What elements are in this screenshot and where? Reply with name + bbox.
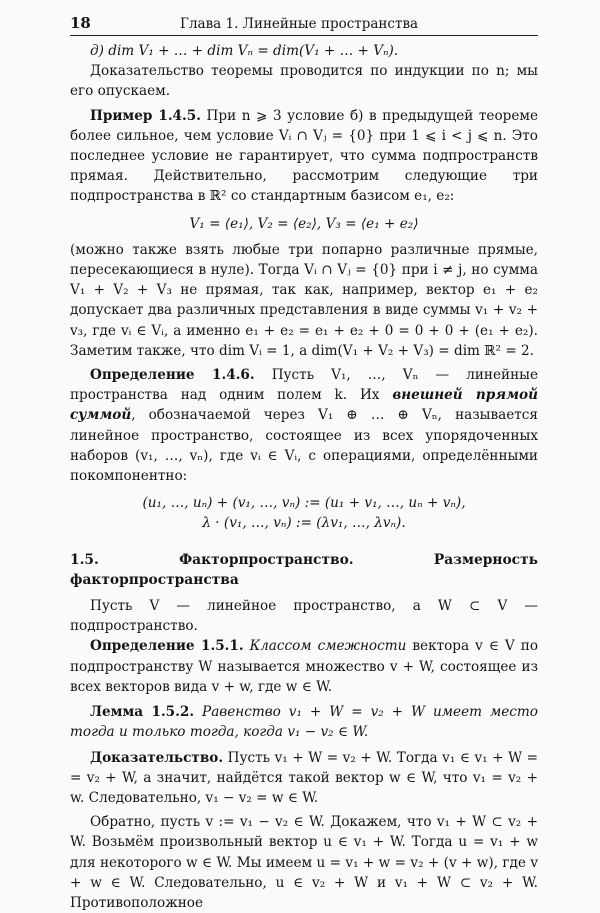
- definition-label: Определение 1.5.1.: [90, 638, 244, 655]
- section-heading: 1.5. Факторпространство. Размерность факторпространства: [70, 551, 538, 588]
- definition-text-a: Пусть V₁, …, Vₙ — линейные пространства над одним полем k. Их: [70, 367, 539, 404]
- display-operations-scalar: λ · (v₁, …, vₙ) := (λv₁, …, λvₙ).: [202, 515, 406, 532]
- chapter-title: Глава 1. Линейные пространства: [180, 16, 419, 32]
- running-header: [70, 14, 538, 36]
- display-subspaces: V₁ = ⟨e₁⟩, V₂ = ⟨e₂⟩, V₃ = ⟨e₁ + e₂⟩: [189, 215, 419, 232]
- proof: [70, 748, 538, 809]
- definition-label: Определение 1.4.6.: [90, 367, 255, 384]
- example-text: При n ⩾ 3 условие б) в предыдущей теореме более сильное, чем условие Vᵢ ∩ Vⱼ = {0} при 1 ⩽ i < j ⩽ n. Это последнее условие не гарантирует, что сумма подпространств прямая. Действительно, рассмотрим следующие три подпространства в ℝ² со стандартным базисом e₁, e₂:: [70, 107, 538, 205]
- example-label: Пример 1.4.5.: [90, 107, 201, 124]
- example-continuation: (можно также взять любые три попарно различные прямые, пересекающиеся в нуле). Тогда Vᵢ ∩ Vⱼ = {0} при i ≠ j, но сумма V₁ + V₂ + V₃ не прямая, так как, например, вектор e₁ + e₂ допускает два различных представления в виде суммы v₁ + v₂ + v₃, где vᵢ ∈ Vᵢ, а именно e₁ + e₂ = e₁ + e₂ + 0 = 0 + 0 + (e₁ + e₂). Заметим также, что dim Vᵢ = 1, а dim(V₁ + V₂ + V₃) = dim ℝ² = 2.: [70, 241, 538, 359]
- display-operations-sum: (u₁, …, uₙ) + (v₁, …, vₙ) := (u₁ + v₁, …, uₙ + vₙ),: [142, 495, 466, 512]
- lemma-text: Равенство v₁ + W = v₂ + W имеет место тогда и только тогда, когда v₁ − v₂ ∈ W.: [70, 704, 538, 741]
- example-1-4-5: [70, 106, 538, 207]
- definition-term: Классом смежности: [249, 638, 407, 655]
- theorem-item-d: д) dim V₁ + … + dim Vₙ = dim(V₁ + … + Vₙ).: [90, 43, 399, 59]
- proof-note: Доказательство теоремы проводится по индукции по n; мы его опускаем.: [70, 63, 538, 100]
- page-body: [70, 41, 538, 913]
- definition-1-4-6: [70, 365, 538, 486]
- proof-label: Доказательство.: [90, 749, 224, 766]
- definition-1-5-1: [70, 636, 538, 697]
- section-intro: Пусть V — линейное пространство, а W ⊂ V — подпространство.: [70, 598, 538, 635]
- page-number: 18: [70, 14, 91, 32]
- definition-text-b: , обозначаемой через V₁ ⊕ … ⊕ Vₙ, называется линейное пространство, состоящее из всех упорядоченных наборов (v₁, …, vₙ), где vᵢ ∈ Vᵢ, с операциями, определёнными покомпонентно:: [70, 407, 538, 485]
- definition-term: внешней прямой суммой: [70, 387, 538, 424]
- converse-proof: Обратно, пусть v := v₁ − v₂ ∈ W. Докажем, что v₁ + W ⊂ v₂ + W. Возьмём произвольный вектор u ∈ v₁ + W. Тогда u = v₁ + w для некоторого w ∈ W. Мы имеем u = v₁ + w = v₂ + (v + w), где v + w ∈ W. Следовательно, u ∈ v₂ + W и v₁ + W ⊂ v₂ + W. Противоположное: [70, 814, 538, 911]
- display-operations: [70, 493, 538, 533]
- proof-text: Пусть v₁ + W = v₂ + W. Тогда v₁ ∈ v₁ + W = = v₂ + W, а значит, найдётся такой вектор w ∈ W, что v₁ = v₂ + w. Следовательно, v₁ − v₂ = w ∈ W.: [70, 749, 538, 806]
- lemma-label: Лемма 1.5.2.: [90, 704, 195, 721]
- lemma-1-5-2: [70, 702, 538, 742]
- definition-text: вектора v ∈ V по подпространству W называется множество v + W, состоящее из всех векторов вида v + w, где w ∈ W.: [70, 638, 539, 695]
